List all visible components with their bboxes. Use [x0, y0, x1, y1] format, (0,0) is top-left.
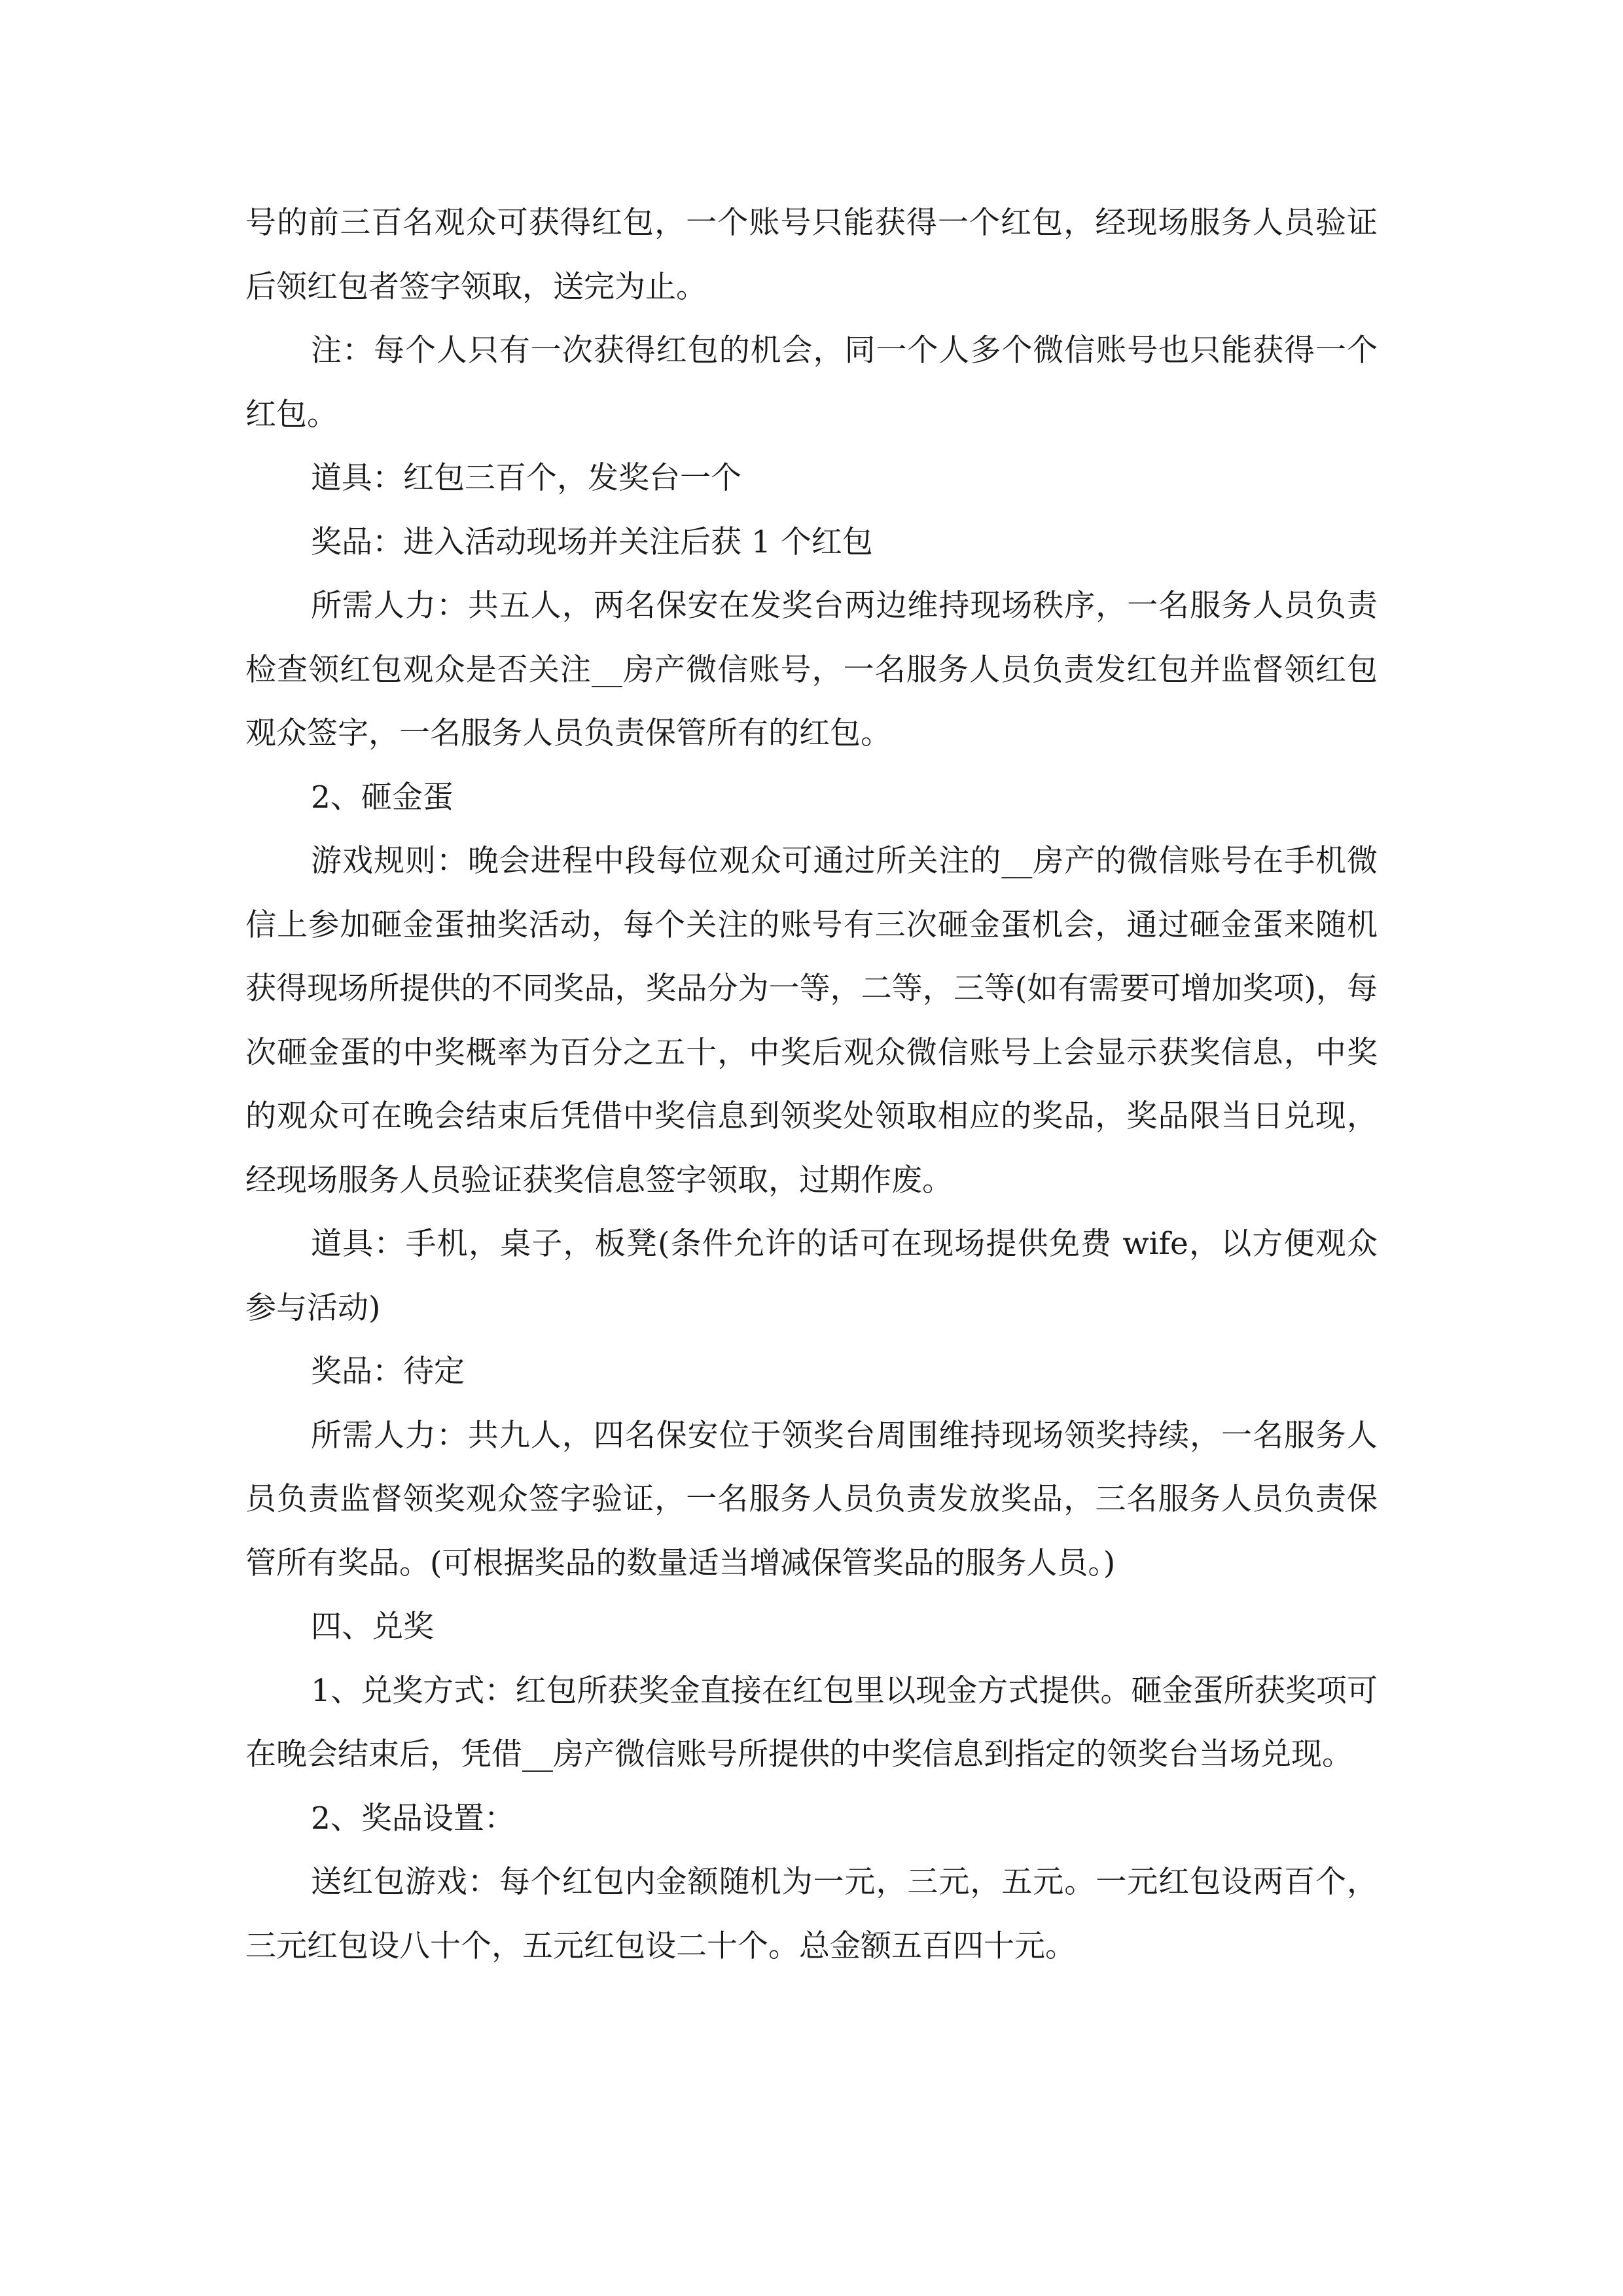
- paragraph-props-redpacket: 道具：红包三百个，发奖台一个: [311, 460, 741, 496]
- paragraph-redeem-method: 1、兑奖方式：红包所获奖金直接在红包里以现金方式提供。砸金蛋所获奖项可在晚会结束后，凭借__房产微信账号所提供的中奖信息到指定的领奖台当场兑现。: [245, 1672, 1378, 1772]
- paragraph-prize-egg: 奖品：待定: [311, 1354, 465, 1390]
- section-heading-prize-setup: 2、奖品设置：: [311, 1800, 515, 1837]
- paragraph-staff-redpacket: 所需人力：共五人，两名保安在发奖台两边维持现场秩序，一名服务人员负责检查领红包观众是否关注__房产微信账号，一名服务人员负责发红包并监督领红包观众签字，一名服务人员负责保管所有的红包。: [245, 588, 1378, 751]
- paragraph-note: 注：每个人只有一次获得红包的机会，同一个人多个微信账号也只能获得一个红包。: [245, 332, 1378, 433]
- section-heading-redeem: 四、兑奖: [311, 1609, 434, 1645]
- paragraph-prize-redpacket: 奖品：进入活动现场并关注后获 1 个红包: [311, 524, 873, 560]
- paragraph-staff-egg: 所需人力：共九人，四名保安位于领奖台周围维持现场领奖持续，一名服务人员负责监督领奖观众签字验证，一名服务人员负责发放奖品，三名服务人员负责保管所有奖品。(可根据奖品的数量适当增减保管奖品的服务人员。): [245, 1417, 1378, 1581]
- paragraph-continuation: 号的前三百名观众可获得红包，一个账号只能获得一个红包，经现场服务人员验证后领红包者签字领取，送完为止。: [245, 205, 1378, 305]
- paragraph-redpacket-amounts: 送红包游戏：每个红包内金额随机为一元，三元，五元。一元红包设两百个，三元红包设八十个，五元红包设二十个。总金额五百四十元。: [245, 1864, 1378, 1964]
- section-heading-golden-egg: 2、砸金蛋: [311, 779, 454, 816]
- paragraph-game-rules: 游戏规则：晚会进程中段每位观众可通过所关注的__房产的微信账号在手机微信上参加砸金蛋抽奖活动，每个关注的账号有三次砸金蛋机会，通过砸金蛋来随机获得现场所提供的不同奖品，奖品分为一等，二等，三等(如有需要可增加奖项)，每次砸金蛋的中奖概率为百分之五十，中奖后观众微信账号上会显示获奖信息，中奖的观众可在晚会结束后凭借中奖信息到领奖处领取相应的奖品，奖品限当日兑现，经现场服务人员验证获奖信息签字领取，过期作废。: [245, 843, 1378, 1198]
- paragraph-props-egg: 道具：手机，桌子，板凳(条件允许的话可在现场提供免费 wife，以方便观众参与活动): [245, 1226, 1378, 1326]
